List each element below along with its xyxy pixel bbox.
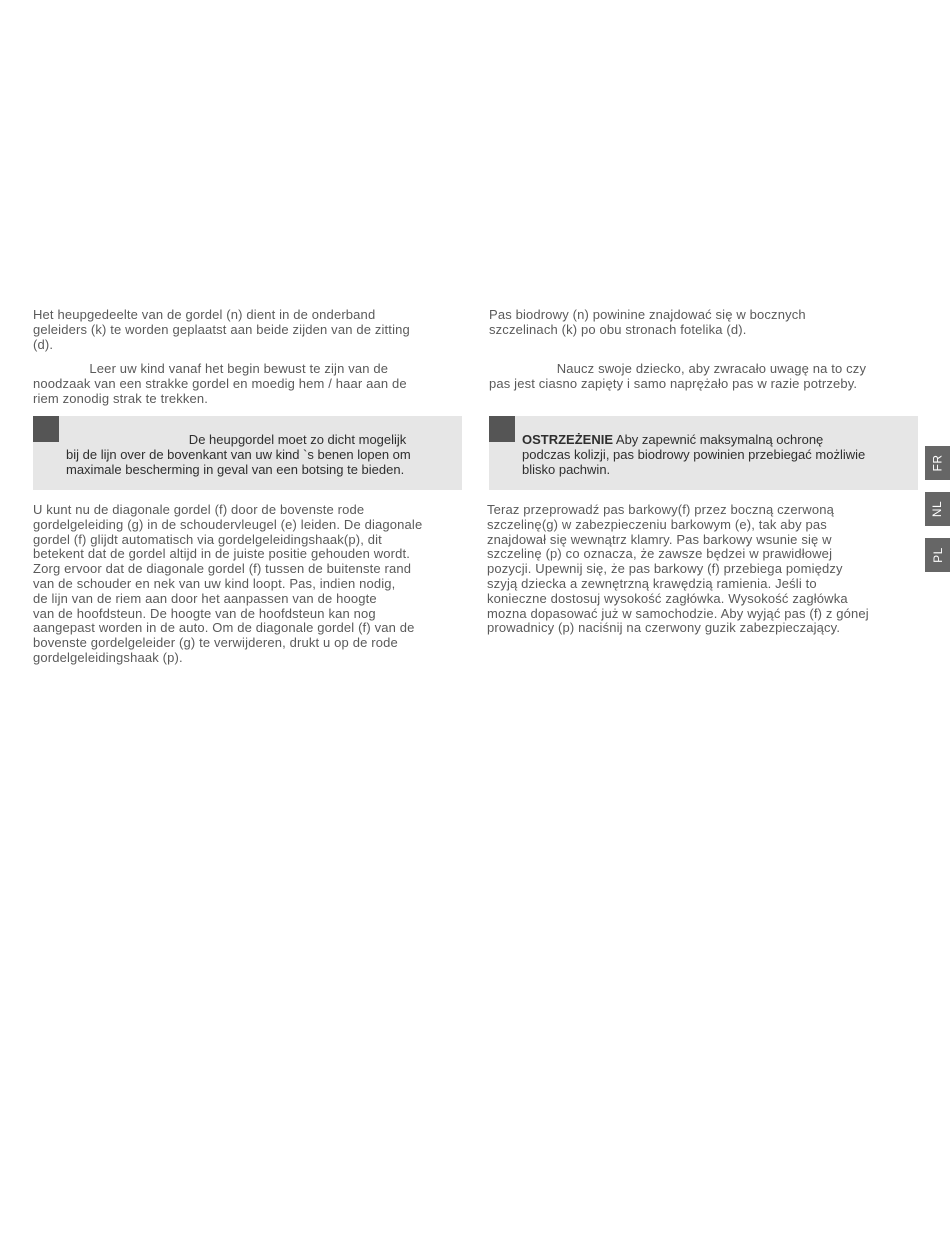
pl-warning-text	[522, 432, 865, 477]
pl-warning-box	[489, 416, 918, 490]
pl-paragraph-shoulder-belt: Teraz przeprowadź pas barkowy(f) przez boczną czerwoną szczelinę(g) w zabezpieczeniu barkowym (e), tak aby pas znajdował się wewnątrz klamry. Pas barkowy wsunie się w szczelinę (p) co oznacza, że zawsze będzei w prawidłowej pozycji. Upewnij się, że pas barkowy (f) przebiega pomiędzy szyją dziecka a zewnętrzną krawędzią ramienia. Jeśli to konieczne dostosuj wysokość zagłówka. Wysokość zagłówka mozna dopasować już w samochodzie. Aby wyjąć pas (f) z gónej prowadnicy (p) naciśnij na czerwony guzik zabezpieczający.	[487, 502, 869, 636]
tab-fr[interactable]	[925, 446, 950, 480]
pl-warning-label: OSTRZEŻENIE	[522, 432, 614, 447]
nl-paragraph-lap-belt: Het heupgedeelte van de gordel (n) dient in de onderband geleiders (k) te worden geplaatst aan beide zijden van de zitting (d).	[33, 307, 410, 352]
pl-warning-rest: podczas kolizji, pas biodrowy powinien przebiegać możliwie blisko pachwin.	[522, 447, 866, 477]
pl-paragraph-teach-child: Naucz swoje dziecko, aby zwracało uwagę na to czy pas jest ciasno zapięty i samo naprężało pas w razie potrzeby.	[489, 361, 867, 391]
tab-pl-label: PL	[930, 547, 945, 563]
nl-warning-box	[33, 416, 462, 490]
tab-nl-label: NL	[930, 500, 945, 518]
pl-paragraph-lap-belt: Pas biodrowy (n) powinine znajdować się w bocznych szczelinach (k) po obu stronach fotelika (d).	[489, 307, 806, 337]
tab-pl[interactable]	[925, 538, 950, 572]
tab-fr-label: FR	[930, 454, 945, 472]
nl-paragraph-diagonal-belt: U kunt nu de diagonale gordel (f) door de bovenste rode gordelgeleiding (g) in de schoudervleugel (e) leiden. De diagonale gordel (f) glijdt automatisch via gordelgeleidingshaak(p), dit betekent dat de gordel altijd in de juiste positie gehouden wordt. Zorg ervoor dat de diagonale gordel (f) tussen de buitenste rand van de schouder en nek van uw kind loopt. Pas, indien nodig, de lijn van de riem aan door het aanpassen van de hoogte van de hoofdsteun. De hoogte van de hoofdsteun kan nog aangepast worden in de auto. Om de diagonale gordel (f) van de bovenste gordelgeleider (g) te verwijderen, drukt u op de rode gordelgeleidingshaak (p).	[33, 502, 423, 665]
pl-warning-line1: Aby zapewnić maksymalną ochronę	[613, 432, 824, 447]
nl-warning-text: De heupgordel moet zo dicht mogelijk bij de lijn over de bovenkant van uw kind `s benen lopen om maximale bescherming in geval van een botsing te bieden.	[66, 432, 411, 477]
tab-nl[interactable]	[925, 492, 950, 526]
pl-warning-square-icon	[489, 416, 515, 442]
nl-paragraph-teach-child: Leer uw kind vanaf het begin bewust te zijn van de noodzaak van een strakke gordel en moedig hem / haar aan de riem zonodig strak te trekken.	[33, 361, 407, 406]
nl-warning-square-icon	[33, 416, 59, 442]
